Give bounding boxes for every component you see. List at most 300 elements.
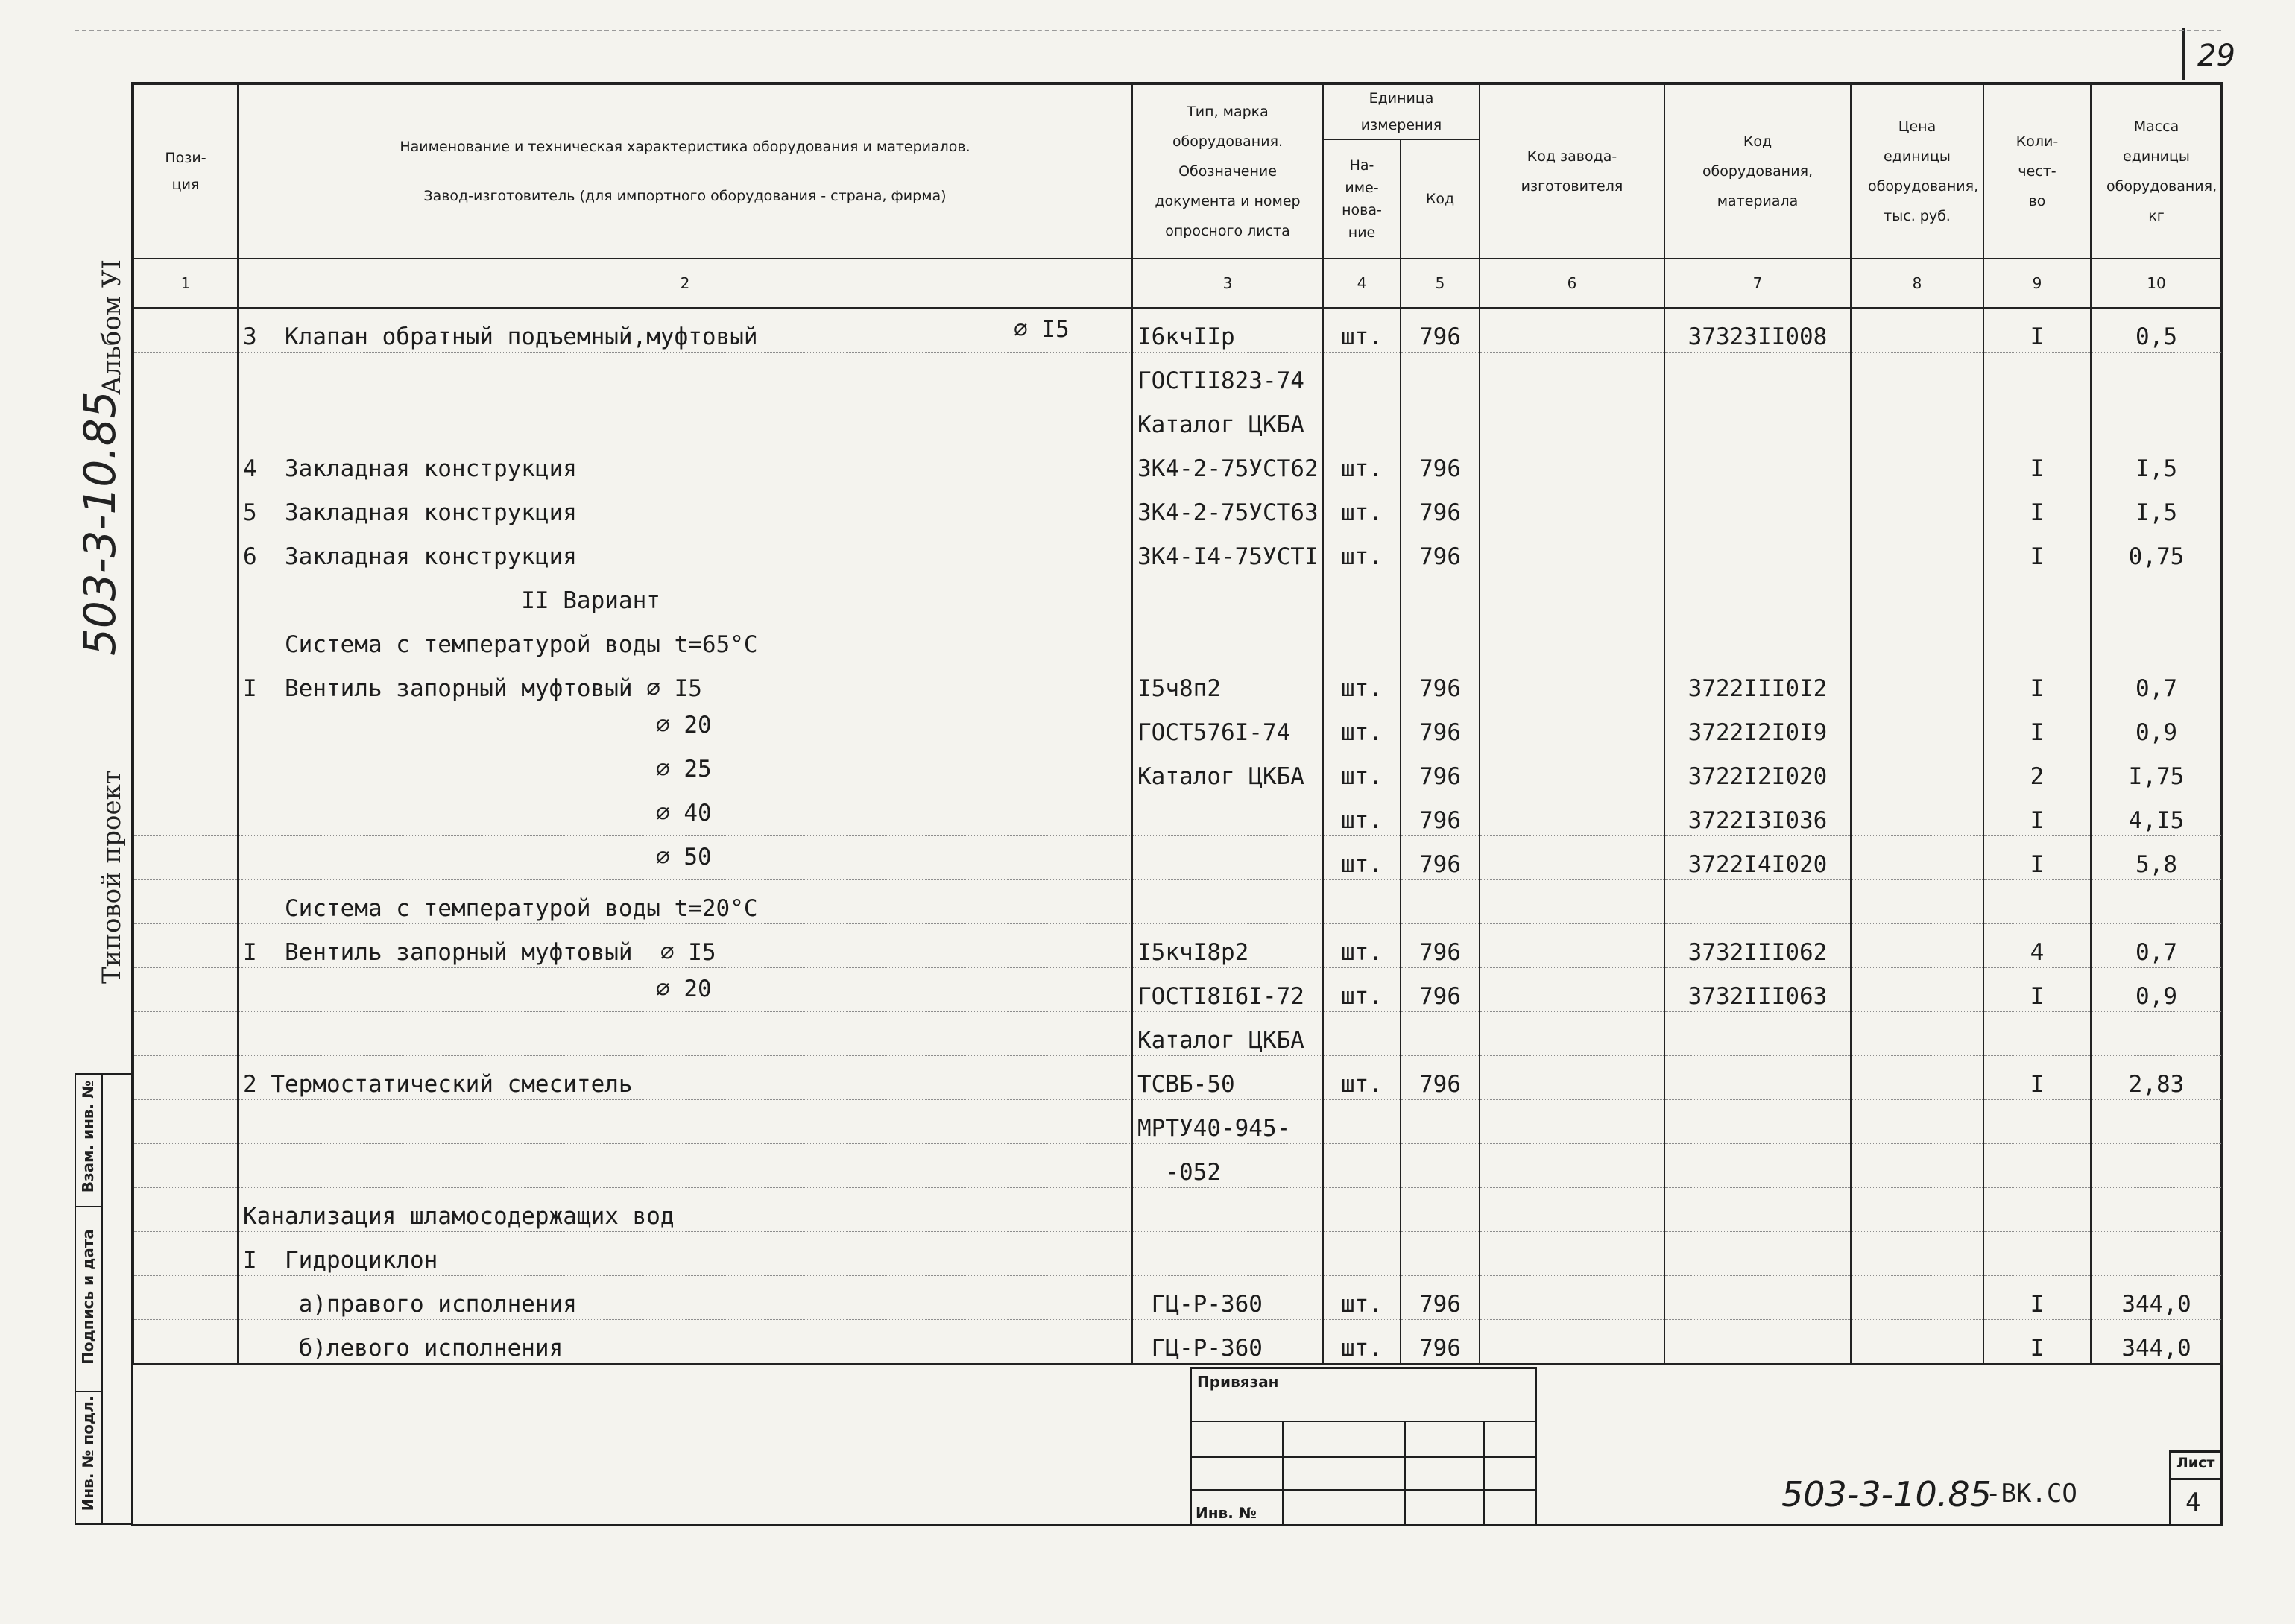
sheet-number: 4 (2185, 1488, 2201, 1517)
cell-price (1851, 484, 1983, 528)
cell-mass (2091, 440, 2222, 484)
table-row (133, 1188, 2222, 1232)
cell-equipment-code (1664, 1144, 1851, 1188)
cell-unit-text: шт. (1341, 675, 1383, 702)
side-project-code: 503-3-10.85 (75, 391, 125, 656)
cell-equipment-code (1664, 1188, 1851, 1232)
cell-price (1851, 308, 1983, 353)
cell-mass (2091, 1320, 2222, 1365)
cell-name-text: 2 Термостатический смеситель (243, 1071, 633, 1098)
cell-quantity-text: I (2030, 323, 2045, 350)
cell-equipment-code (1664, 1320, 1851, 1365)
cell-type-text: ГОСТI8I6I-72 (1137, 983, 1304, 1010)
cell-quantity-text: I (2030, 983, 2045, 1010)
cell-unit-text: шт. (1341, 1071, 1383, 1098)
cell-unit-code-text: 796 (1419, 983, 1461, 1010)
cell-type (1132, 1276, 1323, 1320)
cell-unit (1323, 353, 1401, 396)
cell-equipment-code (1664, 704, 1851, 748)
cell-unit-code (1401, 1232, 1480, 1276)
cell-equipment-code-text: 3732III063 (1688, 983, 1828, 1010)
cell-type-text: ЗК4-2-75УСТ63 (1137, 499, 1319, 526)
cell-name (238, 836, 1132, 880)
cell-quantity-text: 4 (2030, 939, 2045, 966)
cell-quantity (1983, 1320, 2091, 1365)
cell-unit (1323, 440, 1401, 484)
cell-factory-code (1480, 704, 1664, 748)
cell-equipment-code-text: 3722III0I2 (1688, 675, 1828, 702)
cell-type (1132, 440, 1323, 484)
cell-mass (2091, 836, 2222, 880)
cell-type (1132, 616, 1323, 660)
cell-quantity (1983, 880, 2091, 924)
cell-type (1132, 572, 1323, 616)
table-row (133, 1056, 2222, 1100)
cell-name-text: Канализация шламосодержащих вод (243, 1203, 675, 1230)
cell-position (133, 836, 238, 880)
cell-quantity (1983, 660, 2091, 704)
cell-price (1851, 1232, 1983, 1276)
cell-unit-code-text: 796 (1419, 499, 1461, 526)
table-row (133, 968, 2222, 1012)
table-row (133, 1320, 2222, 1365)
cell-price (1851, 616, 1983, 660)
cell-price (1851, 836, 1983, 880)
cell-unit (1323, 1188, 1401, 1232)
cell-name (238, 396, 1132, 440)
cell-unit (1323, 484, 1401, 528)
cell-type (1132, 1100, 1323, 1144)
cell-name (238, 924, 1132, 968)
cell-mass (2091, 1232, 2222, 1276)
cell-factory-code (1480, 836, 1664, 880)
cell-factory-code (1480, 1320, 1664, 1365)
cell-quantity-text: I (2030, 1291, 2045, 1318)
cell-type (1132, 353, 1323, 396)
cell-type (1132, 968, 1323, 1012)
cell-price (1851, 704, 1983, 748)
cell-type (1132, 880, 1323, 924)
colnum-1: 1 (133, 259, 238, 308)
specification-table (133, 83, 2223, 1365)
table-row (133, 792, 2222, 836)
cell-name (238, 528, 1132, 572)
cell-mass (2091, 1188, 2222, 1232)
diameter-text: ∅ 20 (656, 712, 712, 739)
cell-equipment-code (1664, 440, 1851, 484)
side-album-text: Альбом УI (97, 259, 127, 395)
cell-factory-code (1480, 924, 1664, 968)
cell-position (133, 924, 238, 968)
cell-mass (2091, 968, 2222, 1012)
cell-unit-text: шт. (1341, 807, 1383, 834)
cell-name-text: 3 Клапан обратный подъемный,муфтовый (243, 323, 758, 350)
table-row (133, 616, 2222, 660)
table-row (133, 924, 2222, 968)
cell-position (133, 396, 238, 440)
cell-equipment-code (1664, 528, 1851, 572)
table-row (133, 396, 2222, 440)
cell-factory-code (1480, 484, 1664, 528)
cell-quantity-text: I (2030, 719, 2045, 746)
cell-unit-text: шт. (1341, 543, 1383, 570)
cell-type-text: ГОСТII823-74 (1137, 367, 1304, 394)
cell-quantity (1983, 704, 2091, 748)
cell-unit (1323, 616, 1401, 660)
table-row (133, 748, 2222, 792)
cell-mass (2091, 880, 2222, 924)
cell-mass-text: 0,7 (2135, 675, 2177, 702)
cell-equipment-code (1664, 1100, 1851, 1144)
diameter-text: ∅ 40 (656, 800, 712, 827)
cell-price (1851, 1188, 1983, 1232)
table-row (133, 353, 2222, 396)
cell-unit (1323, 1012, 1401, 1056)
table-row (133, 836, 2222, 880)
binding-label: Привязан (1197, 1373, 1279, 1391)
cell-position (133, 1144, 238, 1188)
cell-position (133, 528, 238, 572)
cell-type (1132, 1144, 1323, 1188)
cell-price (1851, 1320, 1983, 1365)
cell-unit-code (1401, 440, 1480, 484)
cell-position (133, 1276, 238, 1320)
cell-type (1132, 484, 1323, 528)
cell-unit-text: шт. (1341, 983, 1383, 1010)
binding-grid-col-2 (1404, 1421, 1485, 1526)
cell-unit-code (1401, 1100, 1480, 1144)
cell-type (1132, 528, 1323, 572)
cell-type-text: I5ч8п2 (1137, 675, 1221, 702)
cell-quantity (1983, 748, 2091, 792)
cell-position (133, 1232, 238, 1276)
header-equipment-code: Код оборудования, материала (1664, 84, 1851, 259)
cell-equipment-code-text: 37323II008 (1688, 323, 1828, 350)
cell-quantity (1983, 616, 2091, 660)
cell-unit-code (1401, 1320, 1480, 1365)
left-strip-blank (101, 1073, 133, 1525)
cell-type-text: ГОСТ576I-74 (1137, 719, 1291, 746)
cell-unit-code (1401, 880, 1480, 924)
cell-quantity (1983, 1056, 2091, 1100)
cell-mass (2091, 660, 2222, 704)
cell-mass (2091, 748, 2222, 792)
cell-equipment-code-text: 3722I2I0I9 (1688, 719, 1828, 746)
table-row (133, 1012, 2222, 1056)
cell-equipment-code (1664, 616, 1851, 660)
cell-unit-code (1401, 396, 1480, 440)
cell-equipment-code (1664, 1056, 1851, 1100)
colnum-4: 4 (1323, 259, 1401, 308)
cell-type-text: I6кчIIр (1137, 323, 1235, 350)
cell-equipment-code (1664, 308, 1851, 353)
cell-equipment-code (1664, 572, 1851, 616)
cell-unit (1323, 924, 1401, 968)
table-row (133, 660, 2222, 704)
table-row (133, 308, 2222, 353)
cell-mass-text: I,5 (2135, 455, 2177, 482)
cell-type (1132, 792, 1323, 836)
cell-unit-text: шт. (1341, 1335, 1383, 1362)
cell-type (1132, 308, 1323, 353)
cell-mass (2091, 924, 2222, 968)
cell-unit-code (1401, 704, 1480, 748)
cell-name (238, 792, 1132, 836)
cell-unit-code (1401, 528, 1480, 572)
cell-factory-code (1480, 792, 1664, 836)
cell-name (238, 1320, 1132, 1365)
cell-unit-text: шт. (1341, 455, 1383, 482)
cell-unit (1323, 1320, 1401, 1365)
cell-position (133, 440, 238, 484)
colnum-2: 2 (238, 259, 1132, 308)
cell-price (1851, 880, 1983, 924)
cell-unit-code (1401, 616, 1480, 660)
cell-type-text: Каталог ЦКБА (1137, 763, 1304, 790)
cell-name-text: 4 Закладная конструкция (243, 455, 577, 482)
cell-name (238, 1100, 1132, 1144)
cell-quantity-text: I (2030, 455, 2045, 482)
cell-unit-code (1401, 1188, 1480, 1232)
cell-type-text: МРТУ40-945- (1137, 1115, 1291, 1142)
cell-mass-text: I,5 (2135, 499, 2177, 526)
cell-mass-text: 5,8 (2135, 851, 2177, 878)
cell-quantity (1983, 572, 2091, 616)
cell-mass (2091, 792, 2222, 836)
cell-name (238, 968, 1132, 1012)
cell-equipment-code (1664, 880, 1851, 924)
cell-type-text: ЗК4-I4-75УСТI (1137, 543, 1319, 570)
cell-quantity (1983, 353, 2091, 396)
cell-unit-text: шт. (1341, 323, 1383, 350)
colnum-8: 8 (1851, 259, 1983, 308)
cell-type (1132, 396, 1323, 440)
cell-name (238, 308, 1132, 353)
cell-quantity-text: 2 (2030, 763, 2045, 790)
cell-unit-code (1401, 1012, 1480, 1056)
cell-unit (1323, 1232, 1401, 1276)
cell-factory-code (1480, 572, 1664, 616)
cell-unit-code (1401, 660, 1480, 704)
cell-quantity (1983, 440, 2091, 484)
cell-mass (2091, 1056, 2222, 1100)
cell-type (1132, 1012, 1323, 1056)
diameter-text: ∅ I5 (1014, 316, 1070, 343)
cell-unit (1323, 528, 1401, 572)
cell-name (238, 572, 1132, 616)
cell-unit (1323, 704, 1401, 748)
cell-quantity (1983, 1276, 2091, 1320)
cell-unit-code (1401, 308, 1480, 353)
table-row (133, 484, 2222, 528)
cell-unit-code-text: 796 (1419, 719, 1461, 746)
cell-name-text: Система с температурой воды t=65°С (243, 631, 758, 658)
cell-unit-code-text: 796 (1419, 1335, 1461, 1362)
cell-mass (2091, 1276, 2222, 1320)
diameter-text: ∅ 25 (656, 756, 712, 783)
cell-mass-text: 2,83 (2128, 1071, 2185, 1098)
table-row (133, 440, 2222, 484)
cell-unit (1323, 880, 1401, 924)
cell-unit (1323, 308, 1401, 353)
cell-factory-code (1480, 1012, 1664, 1056)
cell-type (1132, 924, 1323, 968)
cell-unit-text: шт. (1341, 499, 1383, 526)
cell-unit-text: шт. (1341, 939, 1383, 966)
cell-unit-text: шт. (1341, 763, 1383, 790)
sheet-label: Лист (2176, 1455, 2215, 1471)
cell-type-text: ЗК4-2-75УСТ62 (1137, 455, 1319, 482)
cell-position (133, 792, 238, 836)
header-factory-code: Код завода-изготовителя (1480, 84, 1664, 259)
table-row (133, 880, 2222, 924)
cell-mass-text: 0,75 (2128, 543, 2185, 570)
cell-unit (1323, 968, 1401, 1012)
cell-price (1851, 748, 1983, 792)
cell-price (1851, 396, 1983, 440)
table-row (133, 1276, 2222, 1320)
cell-mass-text: 344,0 (2121, 1335, 2191, 1362)
cell-quantity (1983, 484, 2091, 528)
cell-mass-text: 4,I5 (2128, 807, 2185, 834)
cell-unit (1323, 572, 1401, 616)
cell-quantity (1983, 528, 2091, 572)
cell-quantity-text: I (2030, 1071, 2045, 1098)
cell-quantity (1983, 1188, 2091, 1232)
cell-name (238, 1276, 1132, 1320)
cell-unit-code-text: 796 (1419, 455, 1461, 482)
cell-name (238, 440, 1132, 484)
cell-quantity-text: I (2030, 1335, 2045, 1362)
cell-mass-text: 344,0 (2121, 1291, 2191, 1318)
cell-mass (2091, 616, 2222, 660)
cell-equipment-code-text: 3732III062 (1688, 939, 1828, 966)
cell-position (133, 704, 238, 748)
cell-quantity-text: I (2030, 499, 2045, 526)
cell-name-text: I Вентиль запорный муфтовый ∅ I5 (243, 675, 702, 702)
cell-price (1851, 660, 1983, 704)
cell-unit-code-text: 796 (1419, 1291, 1461, 1318)
cell-equipment-code (1664, 968, 1851, 1012)
cell-unit-text: шт. (1341, 851, 1383, 878)
cell-factory-code (1480, 968, 1664, 1012)
cell-mass-text: 0,7 (2135, 939, 2177, 966)
document-suffix: -ВК.СО (1986, 1479, 2077, 1508)
cell-equipment-code (1664, 1276, 1851, 1320)
cell-equipment-code (1664, 748, 1851, 792)
cell-unit (1323, 660, 1401, 704)
header-unit-name: На- име- нова- ние (1323, 139, 1401, 259)
cell-type-text: ГЦ-Р-360 (1137, 1335, 1263, 1362)
colnum-10: 10 (2091, 259, 2222, 308)
cell-name-text: Система с температурой воды t=20°С (243, 895, 758, 922)
cell-unit-code (1401, 792, 1480, 836)
colnum-3: 3 (1132, 259, 1323, 308)
cell-quantity-text: I (2030, 851, 2045, 878)
table-row (133, 1144, 2222, 1188)
cell-unit-code (1401, 1144, 1480, 1188)
cell-price (1851, 968, 1983, 1012)
cell-quantity (1983, 308, 2091, 353)
table-row (133, 704, 2222, 748)
cell-name (238, 1056, 1132, 1100)
cell-price (1851, 572, 1983, 616)
cell-name (238, 1232, 1132, 1276)
cell-unit (1323, 1056, 1401, 1100)
top-guide-line (75, 30, 2221, 33)
cell-mass (2091, 353, 2222, 396)
cell-mass (2091, 1144, 2222, 1188)
cell-factory-code (1480, 440, 1664, 484)
cell-position (133, 1012, 238, 1056)
cell-factory-code (1480, 1276, 1664, 1320)
cell-equipment-code-text: 3722I4I020 (1688, 851, 1828, 878)
header-type: Тип, марка оборудования. Обозначение документа и номер опросного листа (1132, 84, 1323, 259)
cell-equipment-code (1664, 1012, 1851, 1056)
cell-position (133, 572, 238, 616)
cell-mass (2091, 1012, 2222, 1056)
cell-mass (2091, 308, 2222, 353)
cell-equipment-code (1664, 1232, 1851, 1276)
cell-position (133, 484, 238, 528)
cell-factory-code (1480, 1100, 1664, 1144)
header-name-line1: Наименование и техническая характеристика оборудования и материалов. (400, 139, 970, 155)
cell-unit (1323, 748, 1401, 792)
cell-type (1132, 1320, 1323, 1365)
cell-name (238, 1012, 1132, 1056)
cell-mass-text: 0,5 (2135, 323, 2177, 350)
cell-unit-code-text: 796 (1419, 851, 1461, 878)
cell-name-text: II Вариант (243, 587, 660, 614)
colnum-7: 7 (1664, 259, 1851, 308)
table-row (133, 1232, 2222, 1276)
cell-name (238, 484, 1132, 528)
cell-quantity (1983, 968, 2091, 1012)
cell-unit-code (1401, 968, 1480, 1012)
header-row-1 (133, 84, 2222, 139)
sign-date-label: Подпись и дата (79, 1229, 97, 1365)
cell-unit-code (1401, 836, 1480, 880)
cell-factory-code (1480, 616, 1664, 660)
cell-mass-text: 0,9 (2135, 719, 2177, 746)
cell-unit-code (1401, 1276, 1480, 1320)
cell-factory-code (1480, 1056, 1664, 1100)
cell-unit-code-text: 796 (1419, 763, 1461, 790)
vzam-inv-label: Взам. инв. № (79, 1080, 97, 1193)
cell-quantity (1983, 1100, 2091, 1144)
cell-price (1851, 1012, 1983, 1056)
cell-position (133, 1100, 238, 1144)
cell-factory-code (1480, 748, 1664, 792)
cell-type (1132, 836, 1323, 880)
table-row (133, 528, 2222, 572)
diameter-text: ∅ 50 (656, 844, 712, 871)
cell-price (1851, 1144, 1983, 1188)
cell-type-text: Каталог ЦКБА (1137, 1027, 1304, 1054)
cell-unit-code-text: 796 (1419, 323, 1461, 350)
cell-unit (1323, 1100, 1401, 1144)
cell-type-text: ТСВБ-50 (1137, 1071, 1235, 1098)
binding-grid-col-1 (1282, 1421, 1406, 1526)
cell-type (1132, 704, 1323, 748)
cell-position (133, 968, 238, 1012)
cell-position (133, 660, 238, 704)
cell-position (133, 308, 238, 353)
colnum-5: 5 (1401, 259, 1480, 308)
cell-unit (1323, 836, 1401, 880)
cell-factory-code (1480, 1188, 1664, 1232)
header-name (238, 84, 1132, 259)
